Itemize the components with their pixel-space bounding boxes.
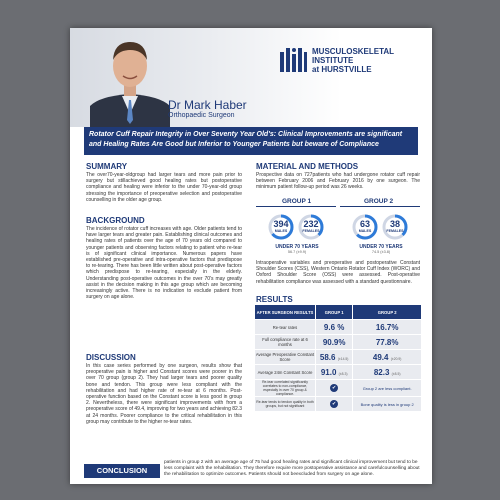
surgeon-name: Dr Mark Haber: [168, 98, 247, 112]
discussion-heading: DISCUSSION: [86, 353, 136, 362]
group2-females-count: 38: [389, 219, 400, 229]
results-col-header: AFTER SURGEON RESULTS: [255, 305, 315, 319]
poster-sheet: [70, 28, 432, 484]
results-table: [254, 304, 422, 412]
conclusion-label: CONCLUSION: [84, 464, 160, 478]
group2-age-value: 74.5 (±3.8): [371, 250, 391, 254]
group1-age-label: UNDER 70 YEARS: [275, 244, 319, 250]
group2-rule: [340, 206, 420, 207]
group1-males-count: 394: [273, 219, 289, 229]
mi-logo-icon: [278, 46, 308, 76]
background-heading: BACKGROUND: [86, 216, 145, 225]
institute-logo-text: MUSCULOSKELETAL INSTITUTE at HURSTVILLE: [312, 47, 395, 74]
group1-age-value: 56.7 (±9.9): [287, 250, 307, 254]
summary-text: The over70-year-oldgroup had larger tears and more pain prior to surgery but stillachieved good healing rates but postoperative compliance and healing were inferior to the under 70-year-old group stressing the importance of preoperative selection and postoperative counselling in the older age group.: [86, 172, 242, 203]
conclusion-text: patients in group 2 with an average age of 75 had good healing rates and significant clinical improvement but tend to be less complaint with the rehabilitation. They therefore require more postoperative assistance and carefulcounselling about the rehabilitation to optimize outcomes. Patients should not beexcluded from surgery on age alone.: [164, 460, 420, 477]
group2-males-caption: MALES: [358, 229, 372, 233]
table-row: Re-tear rates 9.6 % 16.7%: [255, 320, 421, 334]
background-text: The incidence of rotator cuff increases with age. Older patients tend to have larger tears and greater pain. Establishing clinical outcomes and healing rates of patients over the age of 70 years old compared to younger patients and observing factors relating to patient who re-tear is of significant clinical importance. Numerous papers have established pre-operative and intra-operative factors that predispose to re-tearing. There has been little written about post-operative factors which predispose to re-tearing, especially in the elderly. Understanding post-operative outcomes in the over 70's may greatly assist in the decision making in this age group which are becoming increasingly active. There is no indication to exclude patient from surgery on age alone.: [86, 226, 242, 301]
group2-males-count: 63: [359, 219, 370, 229]
check-icon: ✔: [332, 385, 337, 391]
results-heading: RESULTS: [256, 295, 293, 304]
check-icon: ✔: [332, 401, 337, 407]
table-row: Re-tear tends to tendon quality in both groups, but not significant ✔ Bone quality is less in group 2: [255, 397, 421, 411]
results-group1-header: GROUP 1: [316, 305, 352, 319]
table-row: Average Preoperative Constant Score 58.6 (±14.5) 49.4 (±20.9): [255, 350, 421, 364]
group1-rule: [256, 206, 336, 207]
surgeon-role: Orthopaedic Surgeon: [168, 112, 235, 119]
results-group2-header: GROUP 2: [353, 305, 421, 319]
group2-age-label: UNDER 70 YEARS: [359, 244, 403, 250]
table-row: Re-tear correlated significantly correlates to non-compliance, especially in over 70 group & compliance. ✔ Group 2 are less compliant.: [255, 380, 421, 396]
methods-heading: MATERIAL AND METHODS: [256, 162, 359, 171]
group1-females-count: 232: [303, 219, 319, 229]
group1-label: GROUP 1: [282, 198, 312, 205]
methods-text-2: Intraoperative variables and preoperative and postoperative Constant Shoulder Scores (CSS), Western Ontario Rotator Cuff Index (WORC) and Oxford Shoulder Score (OSS) were assessed. Post-operative rehabilitation compliance was assessed with a standard questionnaire.: [256, 260, 420, 285]
table-row: Average 24m Constant Score 91.0 (±8.3) 82.3 (±8.5): [255, 365, 421, 379]
methods-text-1: Prospective data on 727patients who had undergone rotator cuff repair between February 2006 and February 2016 by one surgeon. The minimum patient follow-up period was 26 weeks.: [256, 172, 420, 191]
group2-label: GROUP 2: [364, 198, 394, 205]
surgeon-photo: [90, 34, 170, 127]
header-hero: [70, 28, 432, 127]
group1-males-caption: MALES: [274, 229, 288, 233]
group1-females-caption: FEMALES: [302, 229, 320, 233]
summary-heading: SUMMARY: [86, 162, 128, 171]
discussion-text: In this case series performed by one surgeon, results show that preoperative pain is higher and Constant scores were poorer in the over 70 group (group 2). They had larger tears and poorer quality bone and tendon. This group were less compliant with the rehabilitation and had higher rate of re-tear at 6 months. Post-operative function based on the Constant score is less good in group 2. Nevertheless, there were significant improvements with from a preoperative score of 49.4, improving for two years and achieving 82.3 at 24 months. Poorer compliance to the critical rehabilitation in this group may contribute to the higher re-tear rates.: [86, 363, 242, 425]
group2-females-caption: FEMALES: [386, 229, 404, 233]
table-row: Full compliance rate at 6 months 90.9% 77.8%: [255, 335, 421, 349]
title-banner: Rotator Cuff Repair Integrity in Over Seventy Year Old's: Clinical Improvements are significant and Healing Rates Are Good but Inferior to Younger Patients but beware of Compliance: [84, 127, 418, 155]
